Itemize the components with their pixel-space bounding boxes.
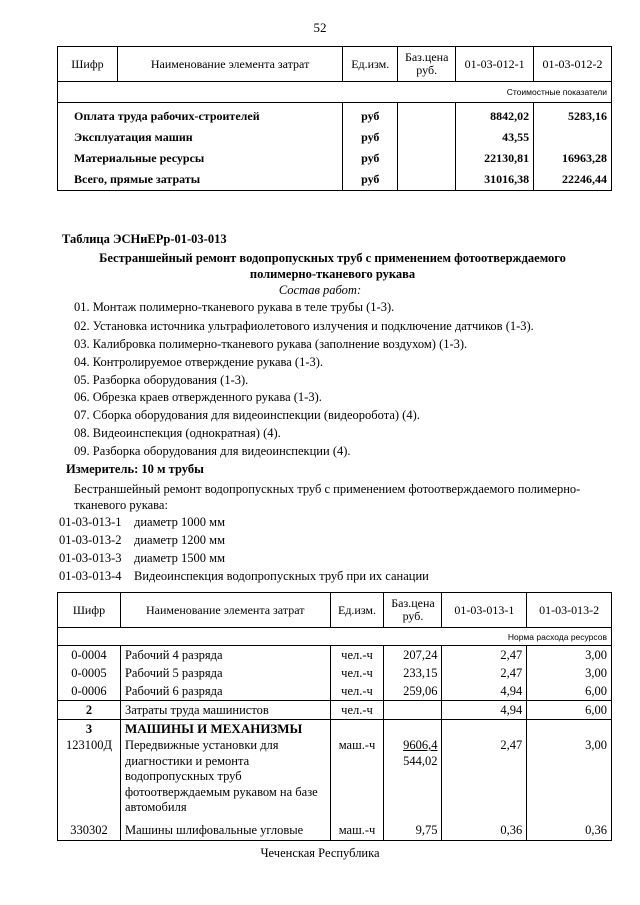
table-row xyxy=(58,664,612,682)
row-value-1: 8842,02 xyxy=(456,103,534,128)
row-unit: чел.-ч xyxy=(330,664,384,682)
row-price xyxy=(384,738,442,822)
table-row xyxy=(58,148,612,169)
work-item: 05. Разборка оборудования (1-3). xyxy=(74,373,249,387)
code-line xyxy=(59,515,225,530)
measure-unit: Измеритель: 10 м трубы xyxy=(66,462,204,476)
subheader-cost: Стоимостные показатели xyxy=(58,82,612,103)
row-value-2: 16963,28 xyxy=(534,148,612,169)
row-value-1: 0,36 xyxy=(442,822,527,841)
work-item: 09. Разборка оборудования для видеоинспекции (4). xyxy=(74,444,351,458)
row-name: Всего, прямые затраты xyxy=(58,169,343,191)
code-id: 01-03-013-4 xyxy=(59,569,122,583)
table-row xyxy=(58,646,612,665)
table-title: Таблица ЭСНиЕРр-01-03-013 xyxy=(62,232,227,246)
table-row xyxy=(58,738,612,822)
work-item: 08. Видеоинспекция (однократная) (4). xyxy=(74,426,281,440)
row-value-1: 22130,81 xyxy=(456,148,534,169)
row-price: 9,75 xyxy=(384,822,442,841)
table-header-row xyxy=(58,593,612,628)
code-id: 01-03-013-1 xyxy=(59,515,122,529)
header-code: Шифр xyxy=(58,593,121,628)
row-price: 259,06 xyxy=(384,682,442,701)
code-line xyxy=(59,533,225,548)
description-paragraph: Бестраншейный ремонт водопропускных труб с применением фотоотверждаемого полимерно-тканевого рукава: xyxy=(74,482,581,512)
row-code: 0-0005 xyxy=(58,664,121,682)
row-name: Эксплуатация машин xyxy=(58,127,343,148)
work-item: 07. Сборка оборудования для видеоинспекции (видеоробота) (4). xyxy=(74,408,420,422)
row-name: Рабочий 6 разряда xyxy=(120,682,330,701)
row-unit: чел.-ч xyxy=(330,646,384,665)
header-name: Наименование элемента затрат xyxy=(120,593,330,628)
code-desc: диаметр 1500 мм xyxy=(134,551,225,565)
work-composition-label: Состав работ: xyxy=(278,283,362,297)
row-value-2: 22246,44 xyxy=(534,169,612,191)
row-name: Рабочий 5 разряда xyxy=(120,664,330,682)
table-row xyxy=(58,169,612,191)
page-footer: Чеченская Республика xyxy=(260,846,380,860)
code-desc: Видеоинспекция водопропускных труб при их санации xyxy=(134,569,429,583)
row-unit: чел.-ч xyxy=(330,682,384,701)
resource-table-013 xyxy=(57,592,612,841)
work-item: 06. Обрезка краев отвержденного рукава (1-3). xyxy=(74,390,322,404)
header-name: Наименование элемента затрат xyxy=(117,47,342,82)
cost-table-012 xyxy=(57,46,612,191)
row-value-2 xyxy=(534,127,612,148)
header-unit: Ед.изм. xyxy=(330,593,384,628)
header-price: Баз.цена руб. xyxy=(398,47,456,82)
header-col2: 01-03-012-2 xyxy=(534,47,612,82)
row-name: Оплата труда рабочих-строителей xyxy=(58,103,343,128)
work-item: 01. Монтаж полимерно-тканевого рукава в теле трубы (1-3). xyxy=(74,300,395,314)
row-price: 233,15 xyxy=(384,664,442,682)
row-code: 330302 xyxy=(58,822,121,841)
row-unit: маш.-ч xyxy=(330,822,384,841)
row-name: Машины шлифовальные угловые xyxy=(120,822,330,841)
header-col1: 01-03-013-1 xyxy=(442,593,527,628)
code-id: 01-03-013-2 xyxy=(59,533,122,547)
work-item: 04. Контролируемое отверждение рукава (1-3). xyxy=(74,355,324,369)
row-price-sub: 544,02 xyxy=(403,753,438,768)
row-price xyxy=(398,169,456,191)
row-value-2: 6,00 xyxy=(527,682,612,701)
row-value-1: 43,55 xyxy=(456,127,534,148)
row-value-2: 3,00 xyxy=(527,646,612,665)
subheader-row xyxy=(58,82,612,103)
row-value-1: 31016,38 xyxy=(456,169,534,191)
section-name: МАШИНЫ И МЕХАНИЗМЫ xyxy=(120,720,330,739)
table-row xyxy=(58,701,612,720)
row-value-1: 2,47 xyxy=(442,664,527,682)
work-item: 02. Установка источника ультрафиолетового излучения и подключение датчиков (1-3). xyxy=(74,319,534,333)
row-code: 0-0006 xyxy=(58,682,121,701)
row-code: 2 xyxy=(58,701,121,720)
header-col2: 01-03-013-2 xyxy=(527,593,612,628)
row-unit: чел.-ч xyxy=(330,701,384,720)
row-code: 123100Д xyxy=(58,738,121,822)
row-value-2 xyxy=(527,720,612,739)
row-value-1: 4,94 xyxy=(442,701,527,720)
row-price xyxy=(398,148,456,169)
row-price: 207,24 xyxy=(384,646,442,665)
row-price-main: 9606,4 xyxy=(403,738,438,752)
code-desc: диаметр 1000 мм xyxy=(134,515,225,529)
header-code: Шифр xyxy=(58,47,118,82)
row-price xyxy=(398,103,456,128)
code-line xyxy=(59,551,225,566)
row-unit xyxy=(330,720,384,739)
row-value-2: 0,36 xyxy=(527,822,612,841)
row-value-1 xyxy=(442,720,527,739)
row-name: Затраты труда машинистов xyxy=(120,701,330,720)
row-value-2: 3,00 xyxy=(527,664,612,682)
row-value-1: 4,94 xyxy=(442,682,527,701)
row-name: Передвижные установки для диагностики и ремонта водопропускных труб фотоотверждаемым рукавом на базе автомобиля xyxy=(120,738,330,822)
subheader-norm: Норма расхода ресурсов xyxy=(58,628,612,646)
work-item: 03. Калибровка полимерно-тканевого рукава (заполнение воздухом) (1-3). xyxy=(74,337,468,351)
row-value-1: 2,47 xyxy=(442,646,527,665)
table-row xyxy=(58,682,612,701)
row-unit: руб xyxy=(343,148,398,169)
row-unit: руб xyxy=(343,127,398,148)
table-row xyxy=(58,822,612,841)
row-name: Материальные ресурсы xyxy=(58,148,343,169)
row-value-2: 5283,16 xyxy=(534,103,612,128)
row-value-1: 2,47 xyxy=(442,738,527,822)
header-unit: Ед.изм. xyxy=(343,47,398,82)
row-value-2: 6,00 xyxy=(527,701,612,720)
section-code: 3 xyxy=(58,720,121,739)
row-name: Рабочий 4 разряда xyxy=(120,646,330,665)
row-value-2: 3,00 xyxy=(527,738,612,822)
row-unit: руб xyxy=(343,103,398,128)
code-desc: диаметр 1200 мм xyxy=(134,533,225,547)
header-col1: 01-03-012-1 xyxy=(456,47,534,82)
header-price: Баз.цена руб. xyxy=(384,593,442,628)
row-unit: маш.-ч xyxy=(330,738,384,822)
page-number: 52 xyxy=(313,20,327,35)
code-line xyxy=(59,569,429,584)
row-price xyxy=(384,720,442,739)
table-row xyxy=(58,127,612,148)
row-code: 0-0004 xyxy=(58,646,121,665)
row-price xyxy=(384,701,442,720)
subheader-row xyxy=(58,628,612,646)
table-row xyxy=(58,103,612,128)
section-heading: Бестраншейный ремонт водопропускных труб с применением фотоотверждаемого полимерно-тканевого рукава xyxy=(99,251,566,281)
row-unit: руб xyxy=(343,169,398,191)
section-row xyxy=(58,720,612,739)
row-price xyxy=(398,127,456,148)
code-id: 01-03-013-3 xyxy=(59,551,122,565)
table-header-row xyxy=(58,47,612,82)
